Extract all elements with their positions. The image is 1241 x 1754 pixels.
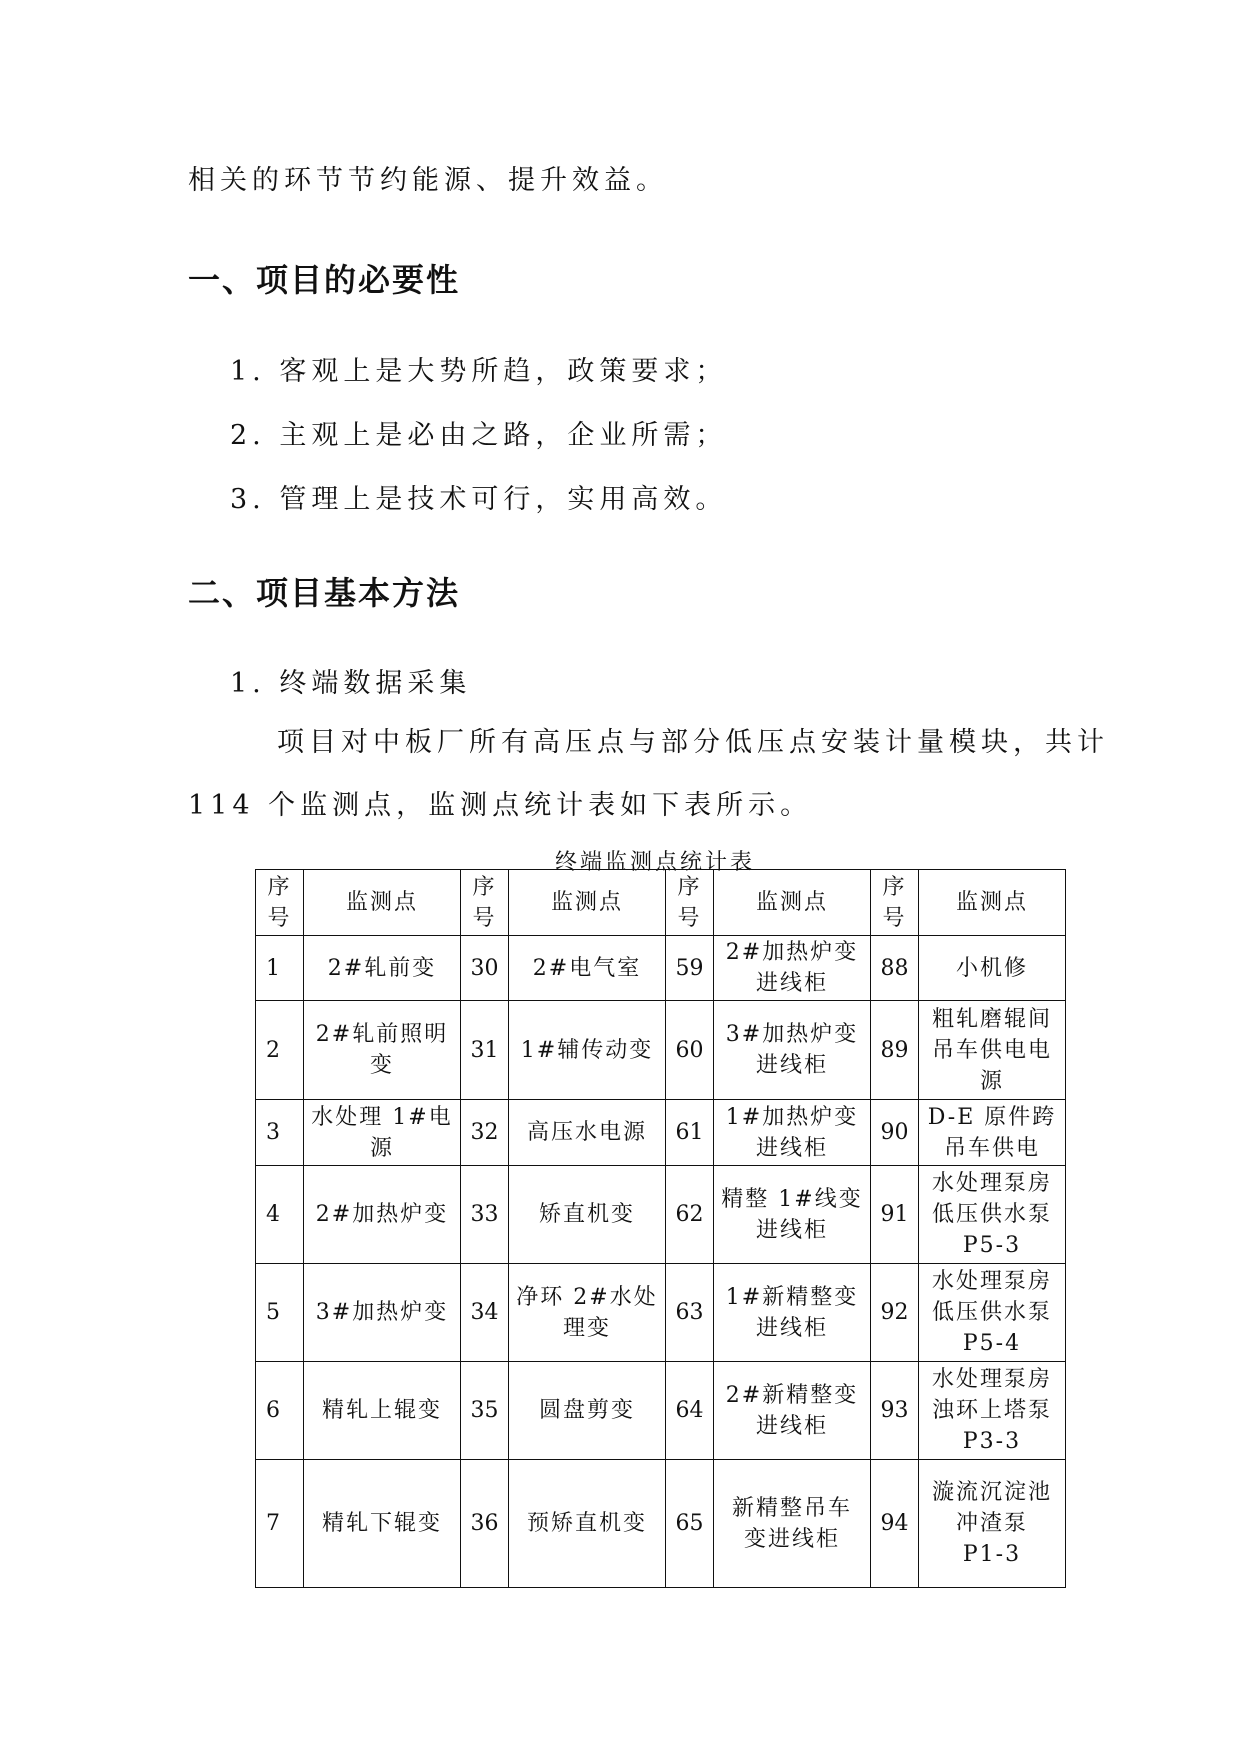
cell-monitor-point: 2#加热炉变 进线柜 xyxy=(714,936,871,1001)
cell-index: 60 xyxy=(666,1001,714,1100)
header-index: 序 号 xyxy=(256,870,304,936)
cell-index: 62 xyxy=(666,1166,714,1264)
cell-index: 90 xyxy=(871,1100,919,1166)
header-monitor-point: 监测点 xyxy=(509,870,666,936)
header-index: 序 号 xyxy=(666,870,714,936)
cell-index: 7 xyxy=(256,1460,304,1588)
cell-index: 32 xyxy=(461,1100,509,1166)
header-monitor-point: 监测点 xyxy=(919,870,1066,936)
cell-index: 88 xyxy=(871,936,919,1001)
cell-index: 2 xyxy=(256,1001,304,1100)
cell-monitor-point: 精轧上辊变 xyxy=(304,1362,461,1460)
cell-monitor-point: 净环 2#水处 理变 xyxy=(509,1264,666,1362)
cell-index: 89 xyxy=(871,1001,919,1100)
cell-index: 59 xyxy=(666,936,714,1001)
cell-index: 33 xyxy=(461,1166,509,1264)
cell-monitor-point: 3#加热炉变 xyxy=(304,1264,461,1362)
necessity-item-2: 2. 主观上是必由之路，企业所需； xyxy=(230,420,728,451)
header-monitor-point: 监测点 xyxy=(304,870,461,936)
table-row xyxy=(256,1460,1066,1588)
intro-text: 相关的环节节约能源、提升效益。 xyxy=(188,165,668,196)
method-paragraph-line-2: 114 个监测点，监测点统计表如下表所示。 xyxy=(188,790,813,821)
cell-monitor-point: 预矫直机变 xyxy=(509,1460,666,1588)
cell-index: 36 xyxy=(461,1460,509,1588)
cell-index: 4 xyxy=(256,1166,304,1264)
table-row xyxy=(256,1166,1066,1264)
method-paragraph-line-1: 项目对中板厂所有高压点与部分低压点安装计量模块，共计 xyxy=(277,727,1109,758)
table-row xyxy=(256,1001,1066,1100)
cell-index: 63 xyxy=(666,1264,714,1362)
cell-monitor-point: 圆盘剪变 xyxy=(509,1362,666,1460)
cell-index: 91 xyxy=(871,1166,919,1264)
table-caption: 终端监测点统计表 xyxy=(554,850,755,875)
cell-monitor-point: 水处理泵房 低压供水泵 P5-3 xyxy=(919,1166,1066,1264)
section-heading-method: 二、项目基本方法 xyxy=(188,574,461,612)
cell-monitor-point: 矫直机变 xyxy=(509,1166,666,1264)
cell-monitor-point: 2#新精整变 进线柜 xyxy=(714,1362,871,1460)
cell-index: 65 xyxy=(666,1460,714,1588)
monitoring-points-table xyxy=(255,869,1066,1588)
cell-index: 34 xyxy=(461,1264,509,1362)
cell-index: 93 xyxy=(871,1362,919,1460)
cell-monitor-point: 2#轧前变 xyxy=(304,936,461,1001)
cell-index: 94 xyxy=(871,1460,919,1588)
header-monitor-point: 监测点 xyxy=(714,870,871,936)
cell-index: 35 xyxy=(461,1362,509,1460)
cell-index: 5 xyxy=(256,1264,304,1362)
cell-monitor-point: 粗轧磨辊间 吊车供电电 源 xyxy=(919,1001,1066,1100)
header-index: 序 号 xyxy=(871,870,919,936)
table-row xyxy=(256,1100,1066,1166)
cell-monitor-point: 2#轧前照明 变 xyxy=(304,1001,461,1100)
table-header-row xyxy=(256,870,1066,936)
method-subheading: 1. 终端数据采集 xyxy=(230,668,472,699)
cell-monitor-point: 小机修 xyxy=(919,936,1066,1001)
cell-monitor-point: 水处理 1#电 源 xyxy=(304,1100,461,1166)
cell-monitor-point: 1#加热炉变 进线柜 xyxy=(714,1100,871,1166)
cell-index: 31 xyxy=(461,1001,509,1100)
cell-monitor-point: 新精整吊车 变进线柜 xyxy=(714,1460,871,1588)
cell-monitor-point: 精整 1#线变 进线柜 xyxy=(714,1166,871,1264)
table-row xyxy=(256,1264,1066,1362)
cell-monitor-point: 2#电气室 xyxy=(509,936,666,1001)
cell-monitor-point: 精轧下辊变 xyxy=(304,1460,461,1588)
cell-index: 61 xyxy=(666,1100,714,1166)
cell-monitor-point: 高压水电源 xyxy=(509,1100,666,1166)
section-heading-necessity: 一、项目的必要性 xyxy=(188,261,461,299)
table-row xyxy=(256,936,1066,1001)
cell-index: 30 xyxy=(461,936,509,1001)
cell-monitor-point: 3#加热炉变 进线柜 xyxy=(714,1001,871,1100)
cell-monitor-point: 1#辅传动变 xyxy=(509,1001,666,1100)
cell-monitor-point: 水处理泵房 浊环上塔泵 P3-3 xyxy=(919,1362,1066,1460)
cell-index: 92 xyxy=(871,1264,919,1362)
table-row xyxy=(256,1362,1066,1460)
cell-index: 1 xyxy=(256,936,304,1001)
cell-index: 3 xyxy=(256,1100,304,1166)
cell-monitor-point: 水处理泵房 低压供水泵 P5-4 xyxy=(919,1264,1066,1362)
necessity-item-1: 1. 客观上是大势所趋，政策要求； xyxy=(230,356,728,387)
cell-index: 64 xyxy=(666,1362,714,1460)
header-index: 序 号 xyxy=(461,870,509,936)
cell-monitor-point: 2#加热炉变 xyxy=(304,1166,461,1264)
cell-monitor-point: 1#新精整变 进线柜 xyxy=(714,1264,871,1362)
cell-monitor-point: D-E 原件跨 吊车供电 xyxy=(919,1100,1066,1166)
necessity-item-3: 3. 管理上是技术可行，实用高效。 xyxy=(230,484,728,515)
cell-index: 6 xyxy=(256,1362,304,1460)
cell-monitor-point: 漩流沉淀池 冲渣泵 P1-3 xyxy=(919,1460,1066,1588)
